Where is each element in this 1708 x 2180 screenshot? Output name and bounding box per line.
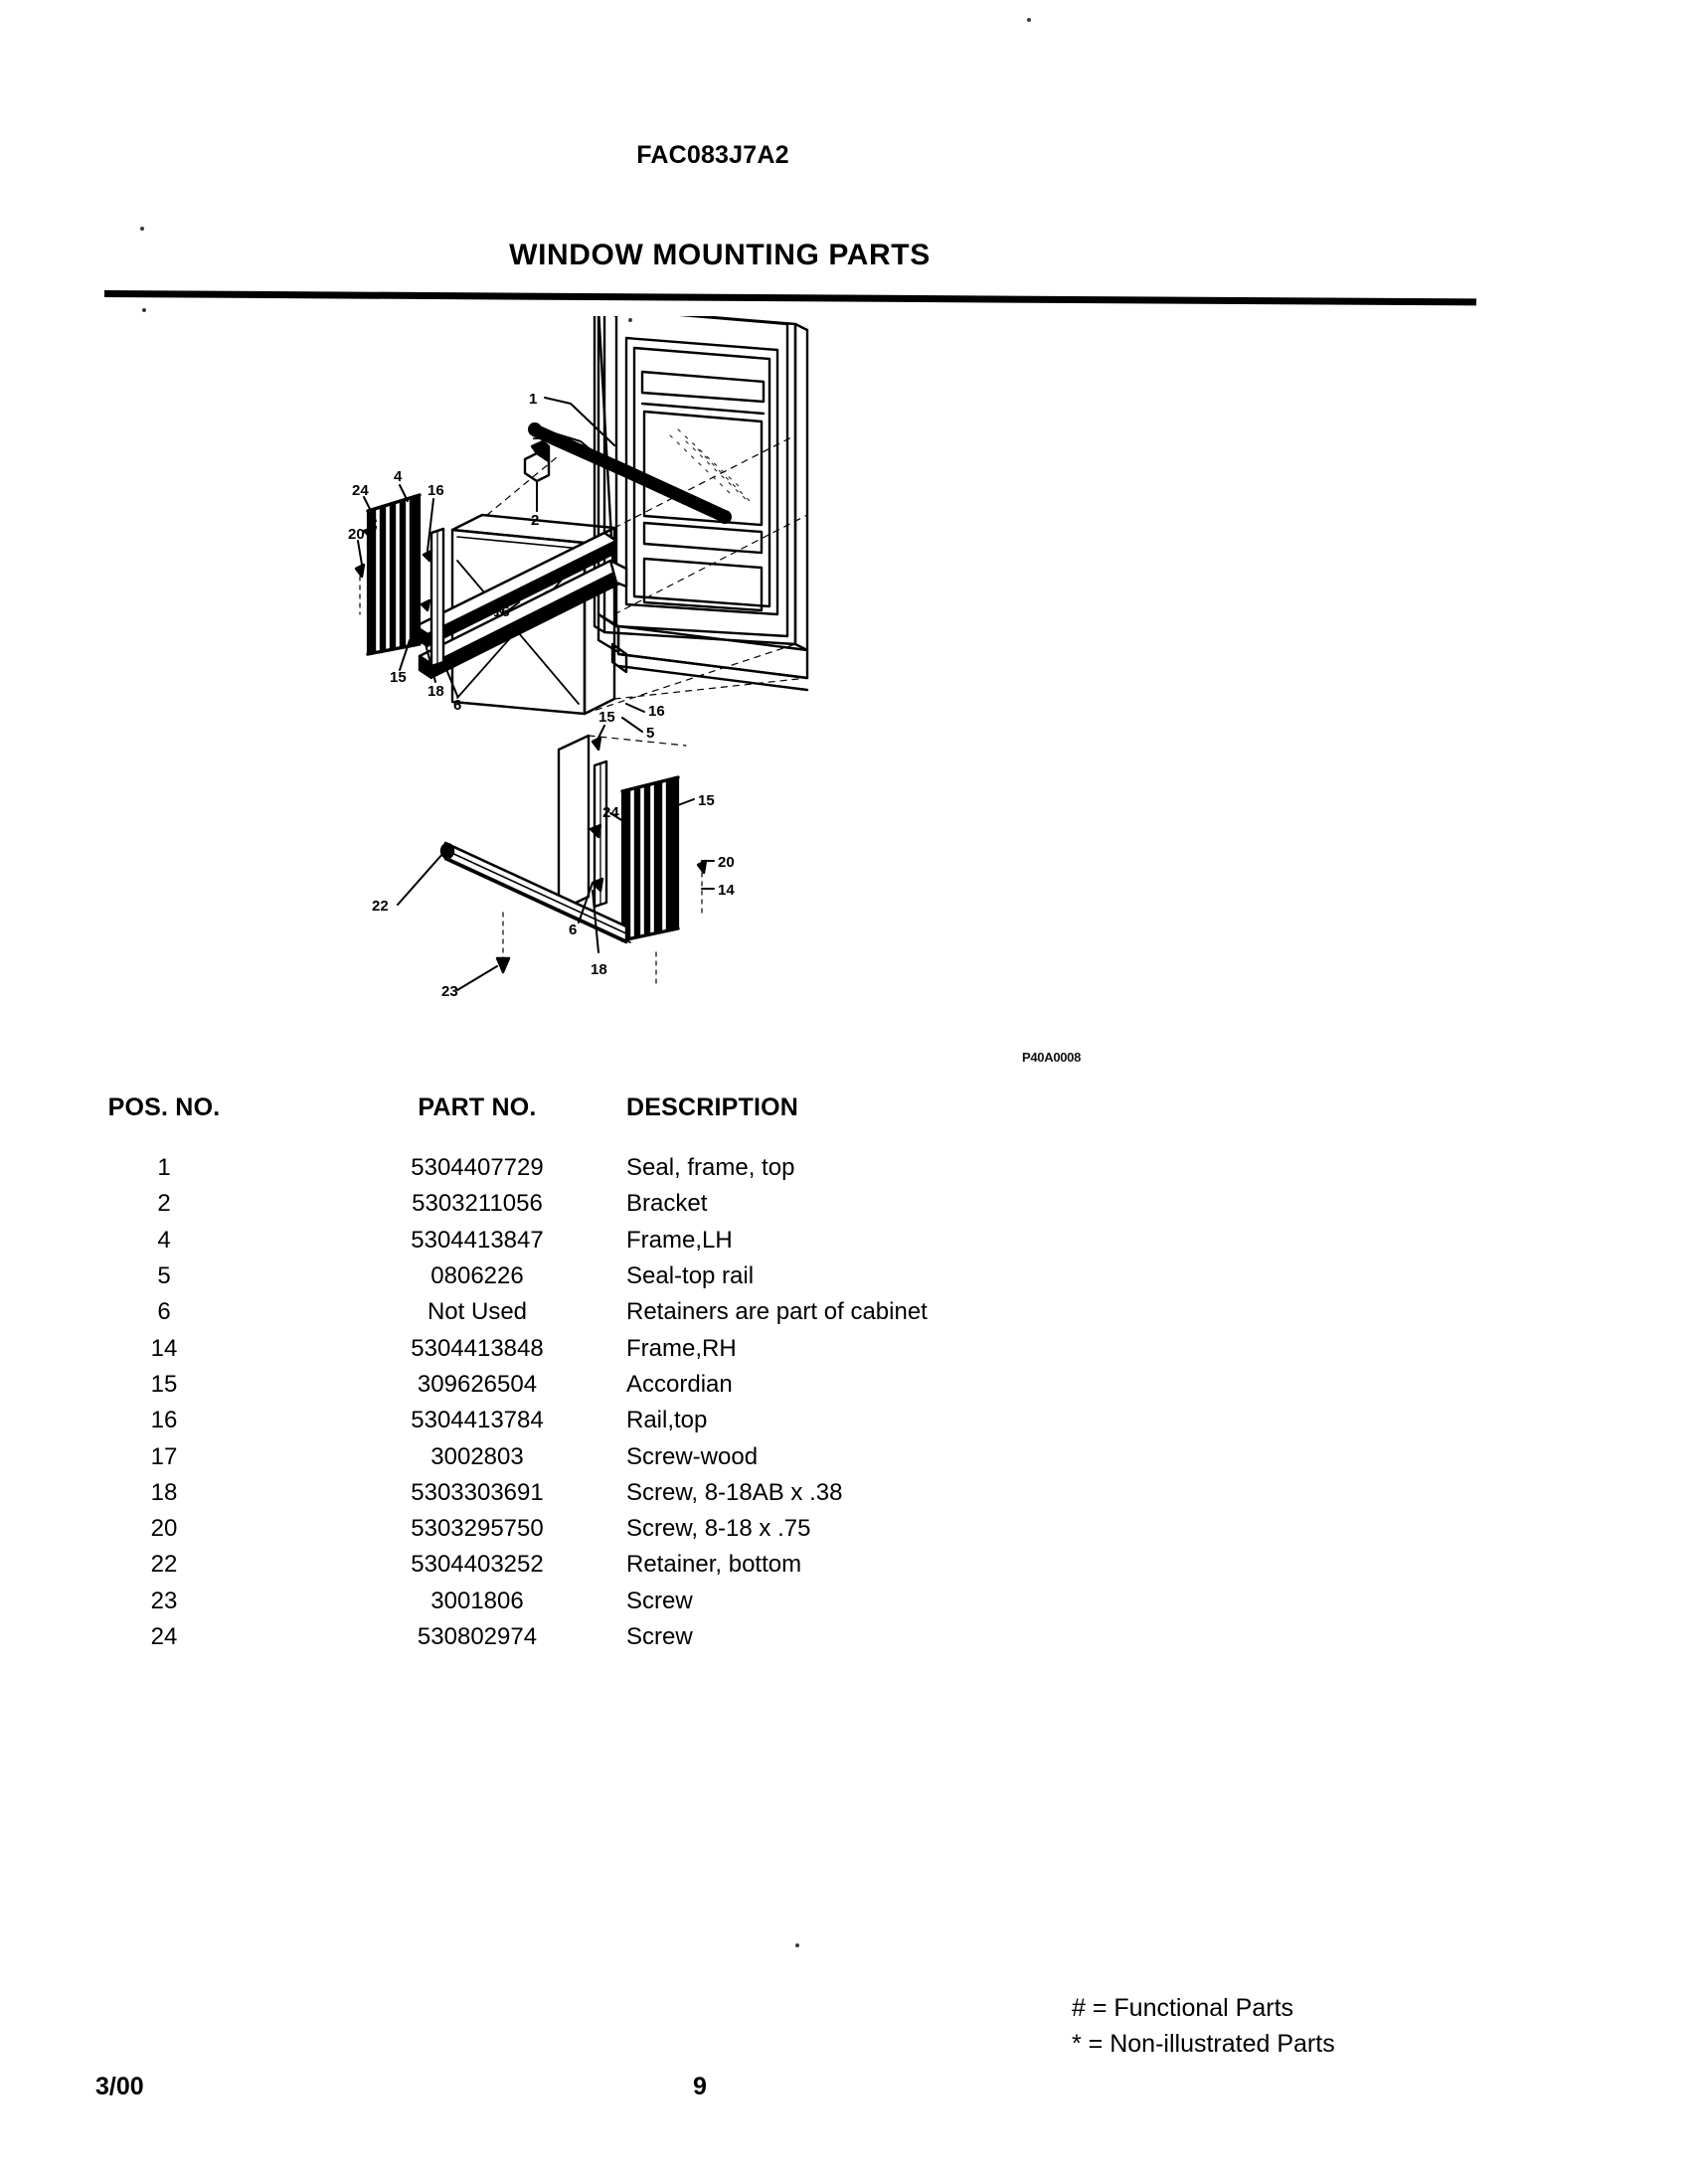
cell-pos: 17 [150,1442,178,1470]
column-header-desc: DESCRIPTION [626,1093,799,1121]
cell-part: Not Used [427,1298,528,1326]
cell-part: 309626504 [417,1370,538,1398]
callout-5: 5 [646,725,655,742]
cell-part: 5304407729 [411,1154,544,1181]
cell-part: 530802974 [417,1623,538,1651]
title-divider-rule [104,290,1476,305]
callout-17: 17 [532,426,549,443]
callout-6r: 6 [569,922,578,938]
cell-desc: Frame,RH [626,1334,737,1362]
legend-footnotes [1072,1990,1335,2063]
cell-desc: Bracket [626,1190,708,1218]
callout-24r: 24 [602,804,619,821]
footnote-non-illustrated-parts: * = Non-illustrated Parts [1072,2030,1335,2059]
footer-page-number: 9 [693,2073,707,2100]
table-row [0,1294,1183,1330]
cell-part: 5303303691 [411,1478,544,1506]
table-row [0,1331,1183,1367]
cell-desc: Screw, 8-18 x .75 [626,1515,811,1543]
scan-speck [140,227,144,231]
table-row [0,1511,1183,1547]
table-row [0,1223,1183,1258]
cell-desc: Screw [626,1587,693,1614]
callout-15rr: 15 [698,792,715,809]
model-number: FAC083J7A2 [636,141,789,169]
cell-desc: Retainer, bottom [626,1551,802,1579]
callout-18l: 18 [427,683,444,700]
table-row [0,1475,1183,1511]
callout-24l: 24 [352,482,369,499]
table-row [0,1258,1183,1294]
cell-desc: Screw [626,1623,693,1651]
footer-revision-date: 3/00 [95,2073,144,2100]
callout-16m: 16 [493,603,510,620]
callout-4: 4 [394,468,403,485]
cell-desc: Screw-wood [626,1442,759,1470]
cell-desc: Seal, frame, top [626,1154,795,1181]
footnote-functional-parts: # = Functional Parts [1072,1994,1294,2022]
callout-2: 2 [531,512,540,529]
callout-20r: 20 [718,854,735,871]
callout-16r: 16 [648,703,665,720]
scan-speck [795,1943,799,1947]
parts-table [0,1093,1708,1655]
cell-pos: 15 [150,1370,178,1398]
cell-part: 3002803 [430,1442,524,1470]
cell-part: 5304413784 [411,1407,544,1434]
cell-desc: Accordian [626,1370,733,1398]
cell-pos: 23 [150,1587,178,1614]
exploded-view-illustration [328,316,1382,1052]
cell-pos: 16 [150,1407,178,1434]
cell-part: 5303211056 [412,1190,543,1218]
cell-desc: Retainers are part of cabinet [626,1298,928,1326]
cell-desc: Screw, 8-18AB x .38 [626,1478,843,1506]
table-row [0,1619,1183,1655]
cell-desc: Rail,top [626,1407,708,1434]
callout-18r: 18 [591,961,607,978]
table-row [0,1584,1183,1619]
table-row [0,1403,1183,1438]
column-header-pos: POS. NO. [107,1093,221,1121]
callout-22: 22 [372,898,389,915]
callout-20l: 20 [348,526,365,543]
cell-pos: 5 [157,1261,171,1289]
table-body [0,1150,1183,1655]
table-row [0,1150,1183,1186]
cell-pos: 20 [150,1515,178,1543]
cell-pos: 22 [150,1551,178,1579]
callout-15l: 15 [390,669,407,686]
cell-pos: 6 [157,1298,171,1326]
table-row [0,1439,1183,1475]
page-title: WINDOW MOUNTING PARTS [509,239,931,271]
cell-part: 5304403252 [411,1551,544,1579]
callout-16l: 16 [427,482,444,499]
drawing-reference-code: P40A0008 [1022,1050,1082,1065]
scan-speck [142,308,146,312]
cell-pos: 18 [150,1478,178,1506]
cell-pos: 4 [157,1226,171,1254]
cell-part: 0806226 [430,1261,524,1289]
column-header-part: PART NO. [418,1093,537,1121]
table-row [0,1547,1183,1583]
callout-1: 1 [529,391,538,408]
cell-pos: 2 [157,1190,171,1218]
cell-desc: Frame,LH [626,1226,733,1254]
cell-pos: 14 [150,1334,178,1362]
cell-desc: Seal-top rail [626,1261,755,1289]
cell-pos: 24 [150,1623,178,1651]
cell-part: 5304413847 [411,1226,544,1254]
table-header-row [0,1093,1183,1150]
callout-14: 14 [718,882,735,899]
callout-15r: 15 [598,709,615,726]
scan-speck [1027,18,1031,22]
cell-part: 5303295750 [411,1515,544,1543]
cell-pos: 1 [157,1154,171,1181]
callout-23: 23 [441,983,458,1000]
table-row [0,1186,1183,1222]
table-row [0,1367,1183,1403]
cell-part: 3001806 [430,1587,524,1614]
callout-6l: 6 [453,697,462,714]
cell-part: 5304413848 [411,1334,544,1362]
